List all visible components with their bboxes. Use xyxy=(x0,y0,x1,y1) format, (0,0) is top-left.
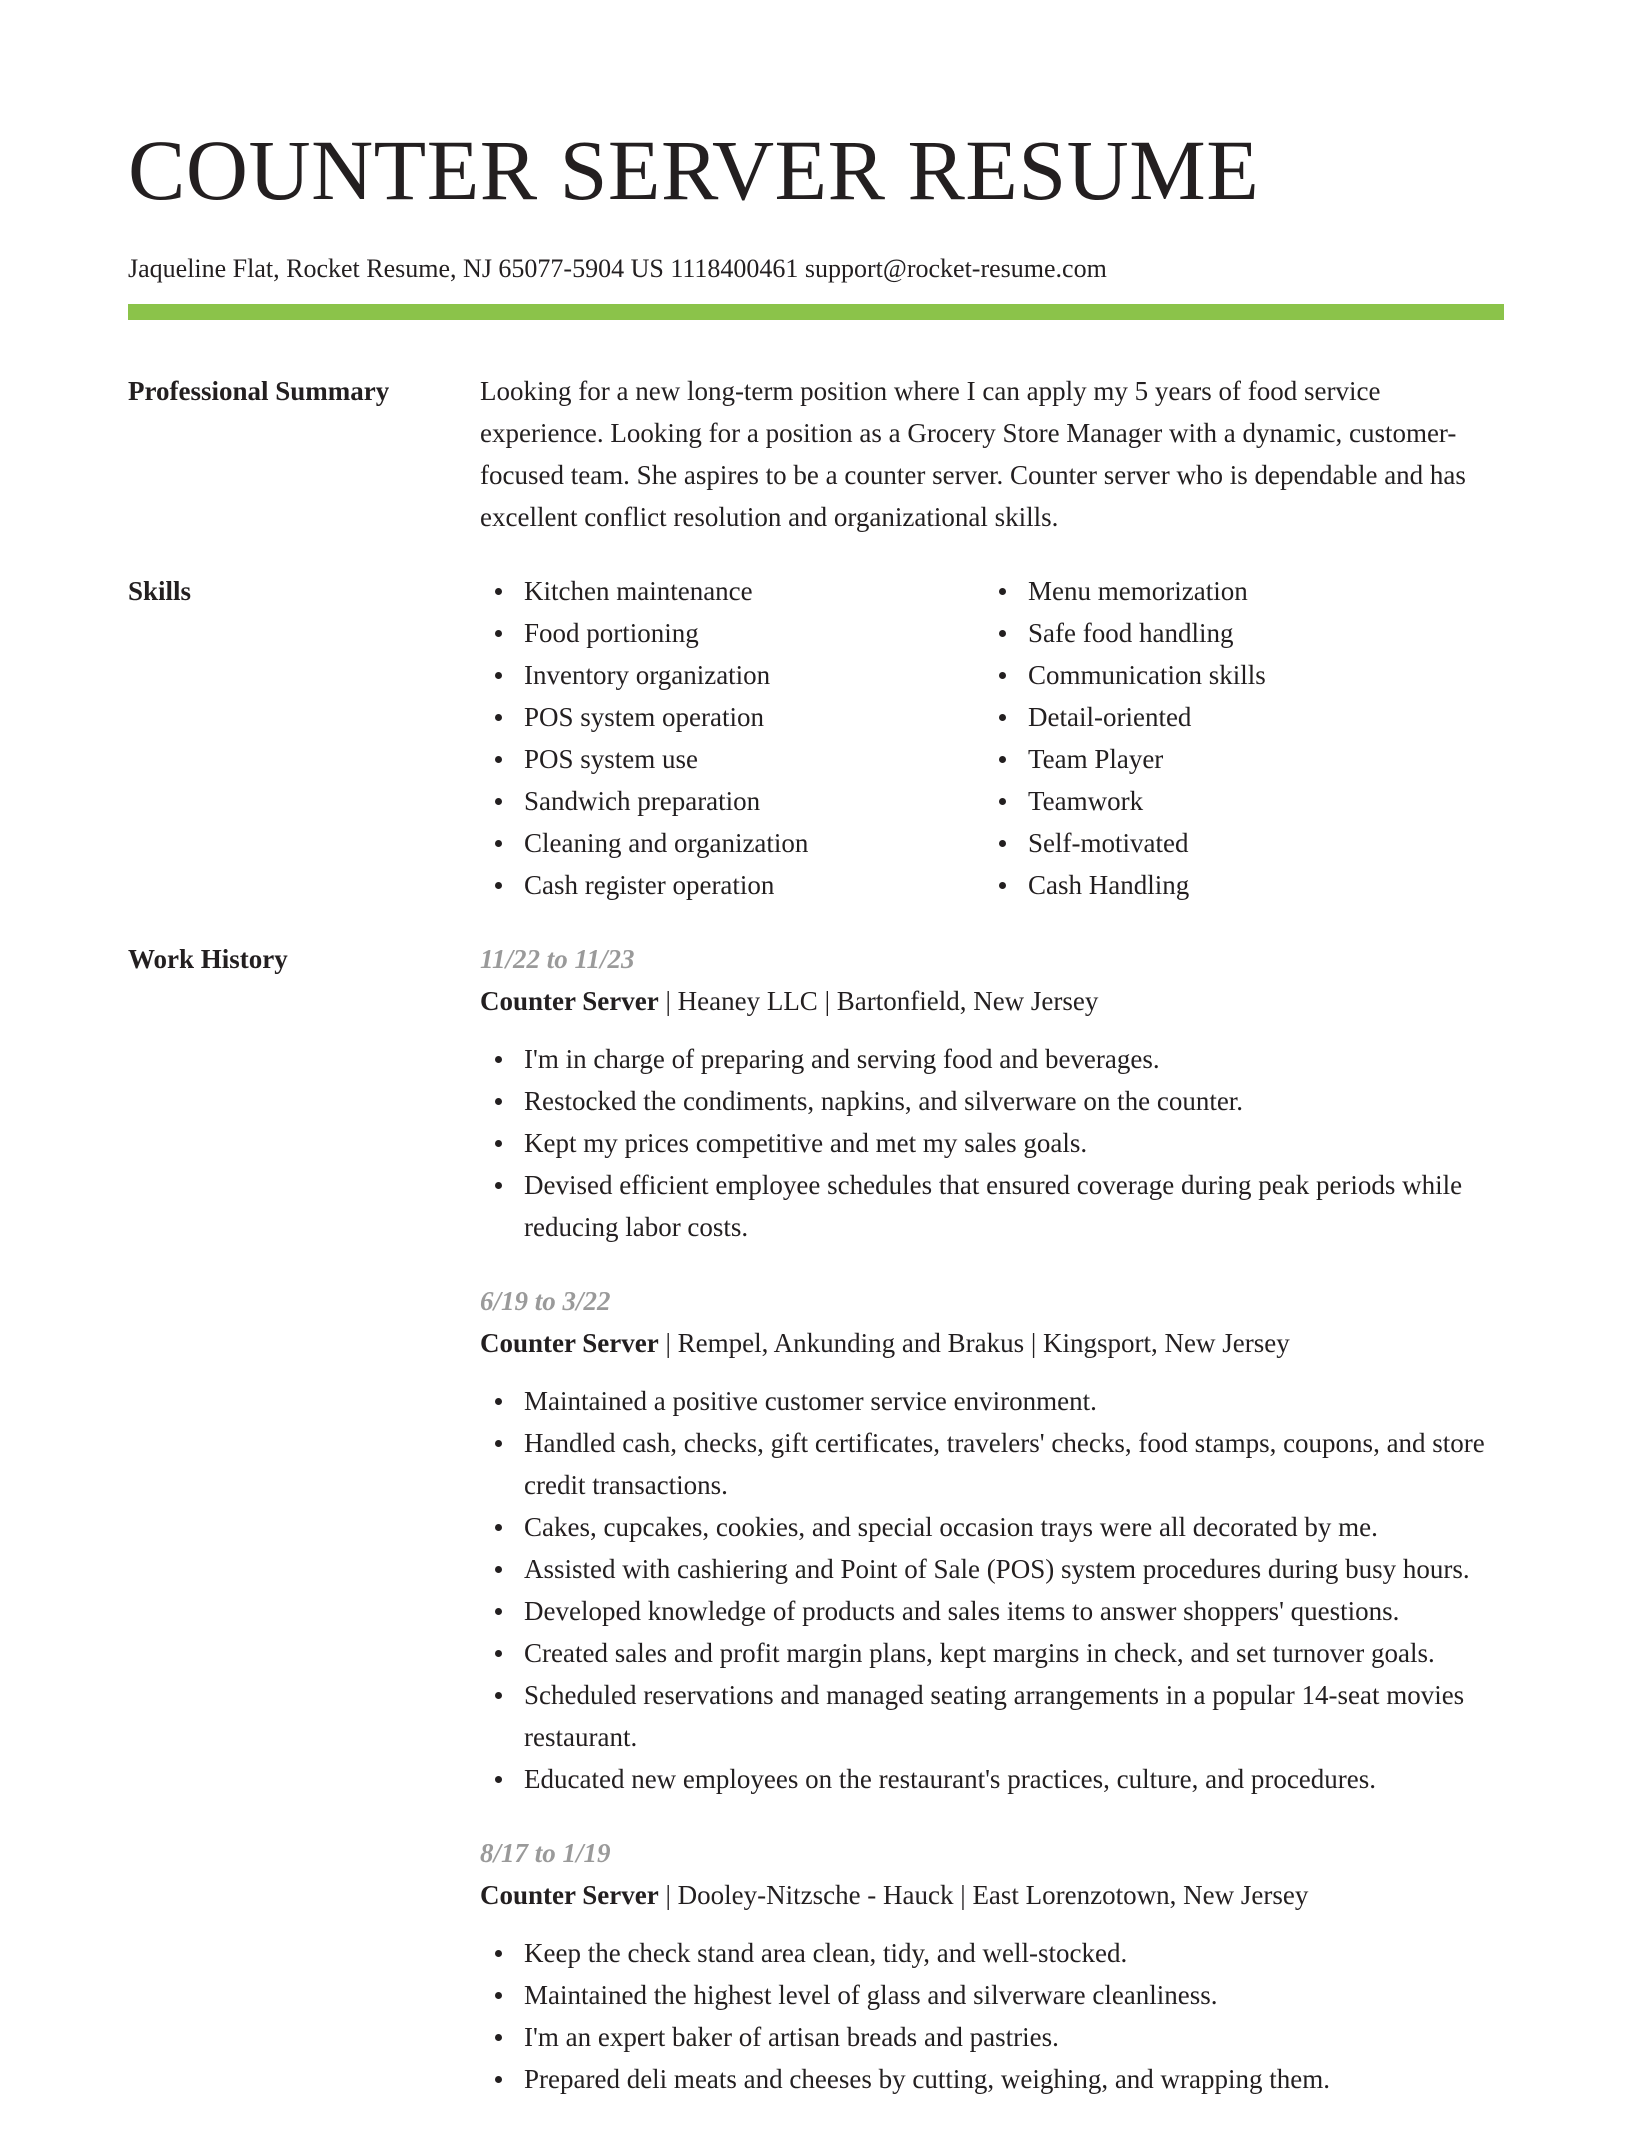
job-bullet: Keep the check stand area clean, tidy, and well-stocked. xyxy=(524,1932,1504,1974)
skill-item: Menu memorization xyxy=(1028,570,1488,612)
job-bullet: Maintained a positive customer service environment. xyxy=(524,1380,1504,1422)
skill-item: Cash register operation xyxy=(524,864,984,906)
work-history-body xyxy=(480,938,1504,2132)
job-location: East Lorenzotown, New Jersey xyxy=(972,1880,1309,1910)
skills-section xyxy=(128,570,1504,906)
job-dates: 8/17 to 1/19 xyxy=(480,1838,611,1868)
job-bullet: Educated new employees on the restaurant's practices, culture, and procedures. xyxy=(524,1758,1504,1800)
skill-item: Detail-oriented xyxy=(1028,696,1488,738)
job-company: Rempel, Ankunding and Brakus xyxy=(677,1328,1025,1358)
work-history-section xyxy=(128,938,1504,2132)
job-bullet: Handled cash, checks, gift certificates, travelers' checks, food stamps, coupons, and store credit transactions. xyxy=(524,1422,1504,1506)
job-company: Heaney LLC xyxy=(677,986,818,1016)
job-entry xyxy=(480,938,1504,1248)
job-separator: | xyxy=(953,1880,973,1910)
job-title: Counter Server xyxy=(480,986,659,1016)
resume-title: COUNTER SERVER RESUME xyxy=(128,122,1260,218)
skill-item: Kitchen maintenance xyxy=(524,570,984,612)
job-heading xyxy=(480,980,1504,1022)
skill-item: Cash Handling xyxy=(1028,864,1488,906)
job-separator: | xyxy=(1024,1328,1043,1358)
summary-text: Looking for a new long-term position where I can apply my 5 years of food service experience. Looking for a position as a Grocery Store Manager with a dynamic, customer-focused team. She aspires to be a counter server. Counter server who is dependable and has excellent conflict resolution and organizational skills. xyxy=(480,376,1466,532)
skills-body xyxy=(480,570,1504,906)
skill-item: Communication skills xyxy=(1028,654,1488,696)
job-entry xyxy=(480,1280,1504,1800)
job-separator: | xyxy=(658,1328,678,1358)
job-bullet: Prepared deli meats and cheeses by cutting, weighing, and wrapping them. xyxy=(524,2058,1504,2100)
job-bullet: I'm an expert baker of artisan breads and pastries. xyxy=(524,2016,1504,2058)
skill-item: Team Player xyxy=(1028,738,1488,780)
job-entry xyxy=(480,1832,1504,2100)
job-dates: 6/19 to 3/22 xyxy=(480,1286,611,1316)
accent-divider xyxy=(128,304,1504,320)
skill-item: Inventory organization xyxy=(524,654,984,696)
skill-item: Cleaning and organization xyxy=(524,822,984,864)
skill-item: Teamwork xyxy=(1028,780,1488,822)
section-label-skills: Skills xyxy=(128,576,192,606)
job-bullet: Cakes, cupcakes, cookies, and special occasion trays were all decorated by me. xyxy=(524,1506,1504,1548)
section-label-work: Work History xyxy=(128,944,288,974)
job-company: Dooley-Nitzsche - Hauck xyxy=(677,1880,954,1910)
resume-page xyxy=(128,0,1504,2132)
job-bullet: Developed knowledge of products and sales items to answer shoppers' questions. xyxy=(524,1590,1504,1632)
job-separator: | xyxy=(817,986,837,1016)
professional-summary-section xyxy=(128,370,1504,538)
skills-column-right xyxy=(984,570,1488,906)
skill-item: POS system use xyxy=(524,738,984,780)
skills-column-left xyxy=(480,570,984,906)
job-heading xyxy=(480,1322,1504,1364)
job-bullet: Maintained the highest level of glass and silverware cleanliness. xyxy=(524,1974,1504,2016)
job-location: Bartonfield, New Jersey xyxy=(836,986,1099,1016)
skill-item: Food portioning xyxy=(524,612,984,654)
job-location: Kingsport, New Jersey xyxy=(1043,1328,1290,1358)
skill-item: POS system operation xyxy=(524,696,984,738)
job-bullet: Assisted with cashiering and Point of Sale (POS) system procedures during busy hours. xyxy=(524,1548,1504,1590)
job-bullet: Devised efficient employee schedules that ensured coverage during peak periods while reducing labor costs. xyxy=(524,1164,1504,1248)
job-title: Counter Server xyxy=(480,1328,659,1358)
contact-line: Jaqueline Flat, Rocket Resume, NJ 65077-5904 US 1118400461 support@rocket-resume.com xyxy=(128,254,1107,283)
section-label-summary: Professional Summary xyxy=(128,376,390,406)
job-bullet: Scheduled reservations and managed seating arrangements in a popular 14-seat movies restaurant. xyxy=(524,1674,1504,1758)
job-dates: 11/22 to 11/23 xyxy=(480,944,635,974)
skill-item: Safe food handling xyxy=(1028,612,1488,654)
summary-body xyxy=(480,370,1504,538)
job-bullet: I'm in charge of preparing and serving food and beverages. xyxy=(524,1038,1504,1080)
skill-item: Sandwich preparation xyxy=(524,780,984,822)
job-bullet-list xyxy=(480,1038,1504,1248)
job-bullet: Restocked the condiments, napkins, and silverware on the counter. xyxy=(524,1080,1504,1122)
job-title: Counter Server xyxy=(480,1880,659,1910)
job-separator: | xyxy=(658,986,678,1016)
job-bullet-list xyxy=(480,1380,1504,1800)
job-bullet: Kept my prices competitive and met my sales goals. xyxy=(524,1122,1504,1164)
job-bullet-list xyxy=(480,1932,1504,2100)
skills-grid xyxy=(480,570,1504,906)
job-separator: | xyxy=(658,1880,678,1910)
job-bullet: Created sales and profit margin plans, kept margins in check, and set turnover goals. xyxy=(524,1632,1504,1674)
skill-item: Self-motivated xyxy=(1028,822,1488,864)
job-heading xyxy=(480,1874,1504,1916)
